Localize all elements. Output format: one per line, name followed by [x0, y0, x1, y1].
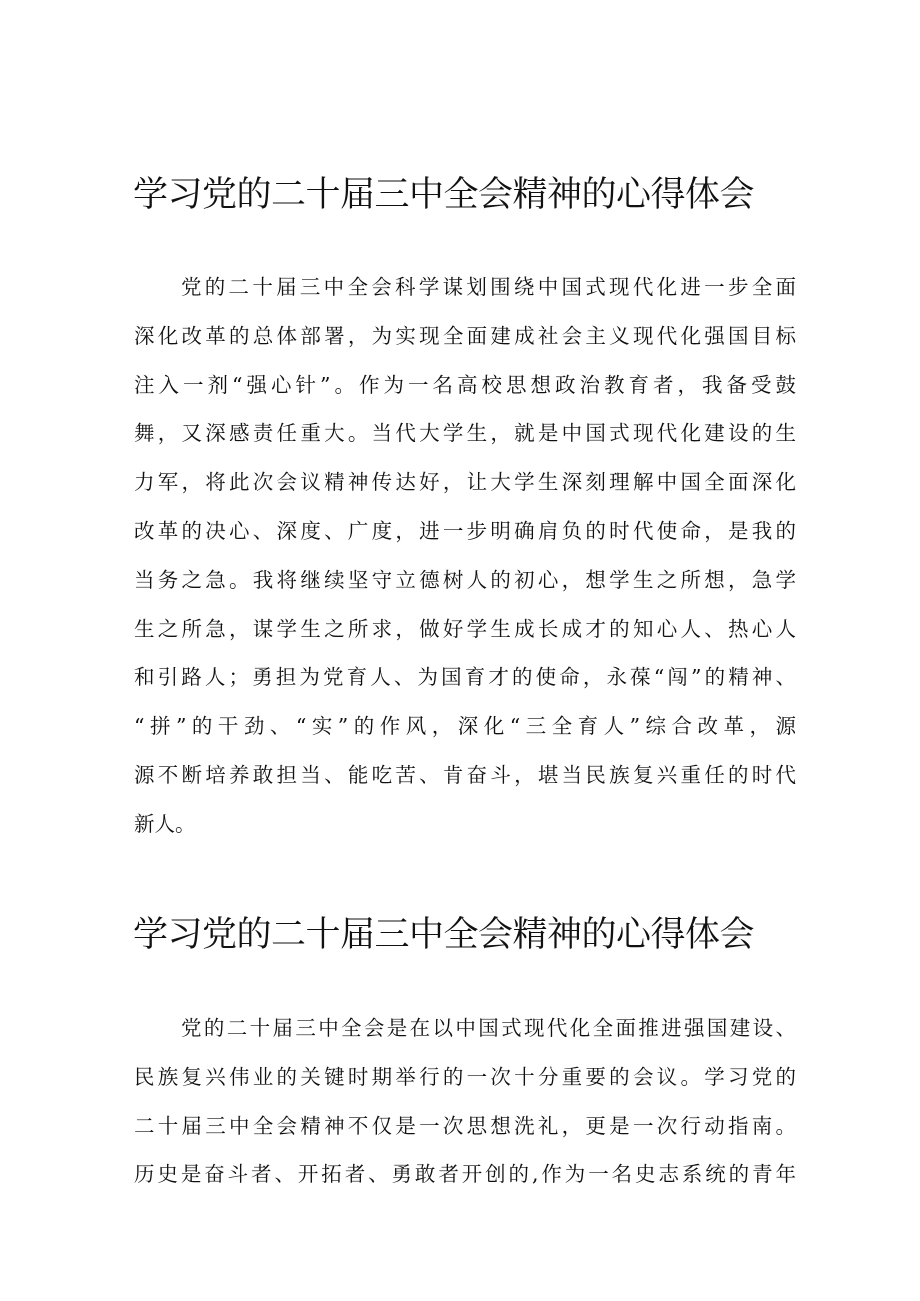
- paragraph-line: 力军，将此次会议精神传达好，让大学生深刻理解中国全面深化: [134, 470, 796, 495]
- paragraph-line: 当务之急。我将继续坚守立德树人的初心，想学生之所想，急学: [134, 567, 796, 592]
- paragraph-line: 源不断培养敢担当、能吃苦、肯奋斗，堪当民族复兴重任的时代: [134, 762, 796, 787]
- paragraph-line: 党的二十届三中全会是在以中国式现代化全面推进强国建设、: [181, 1016, 796, 1040]
- paragraph-line: 二十届三中全会精神不仅是一次思想洗礼，更是一次行动指南。: [134, 1113, 796, 1138]
- paragraph-line: 历史是奋斗者、开拓者、勇敢者开创的,作为一名史志系统的青年: [134, 1162, 796, 1187]
- section-body: [134, 263, 796, 849]
- paragraph-line: 新人。: [134, 811, 196, 836]
- paragraph-line: 民族复兴伟业的关键时期举行的一次十分重要的会议。学习党的: [134, 1064, 796, 1089]
- paragraph-line: 注入一剂“强心针”。作为一名高校思想政治教育者，我备受鼓: [134, 372, 796, 397]
- paragraph-line: 生之所急，谋学生之所求，做好学生成长成才的知心人、热心人: [134, 616, 796, 641]
- paragraph-line: 党的二十届三中全会科学谋划围绕中国式现代化进一步全面: [181, 275, 796, 299]
- paragraph-line: 深化改革的总体部署，为实现全面建成社会主义现代化强国目标: [134, 323, 796, 348]
- section-body: [134, 1004, 796, 1199]
- paragraph-line: 改革的决心、深度、广度，进一步明确肩负的时代使命，是我的: [134, 518, 796, 543]
- paragraph-line: 舞，又深感责任重大。当代大学生，就是中国式现代化建设的生: [134, 421, 796, 446]
- section-title: 学习党的二十届三中全会精神的心得体会: [133, 175, 755, 215]
- paragraph-line: 和引路人；勇担为党育人、为国育才的使命，永葆“闯”的精神、: [134, 665, 796, 690]
- section-title: 学习党的二十届三中全会精神的心得体会: [133, 915, 755, 955]
- paragraph-line: “拼”的干劲、“实”的作风，深化“三全育人”综合改革，源: [134, 714, 796, 739]
